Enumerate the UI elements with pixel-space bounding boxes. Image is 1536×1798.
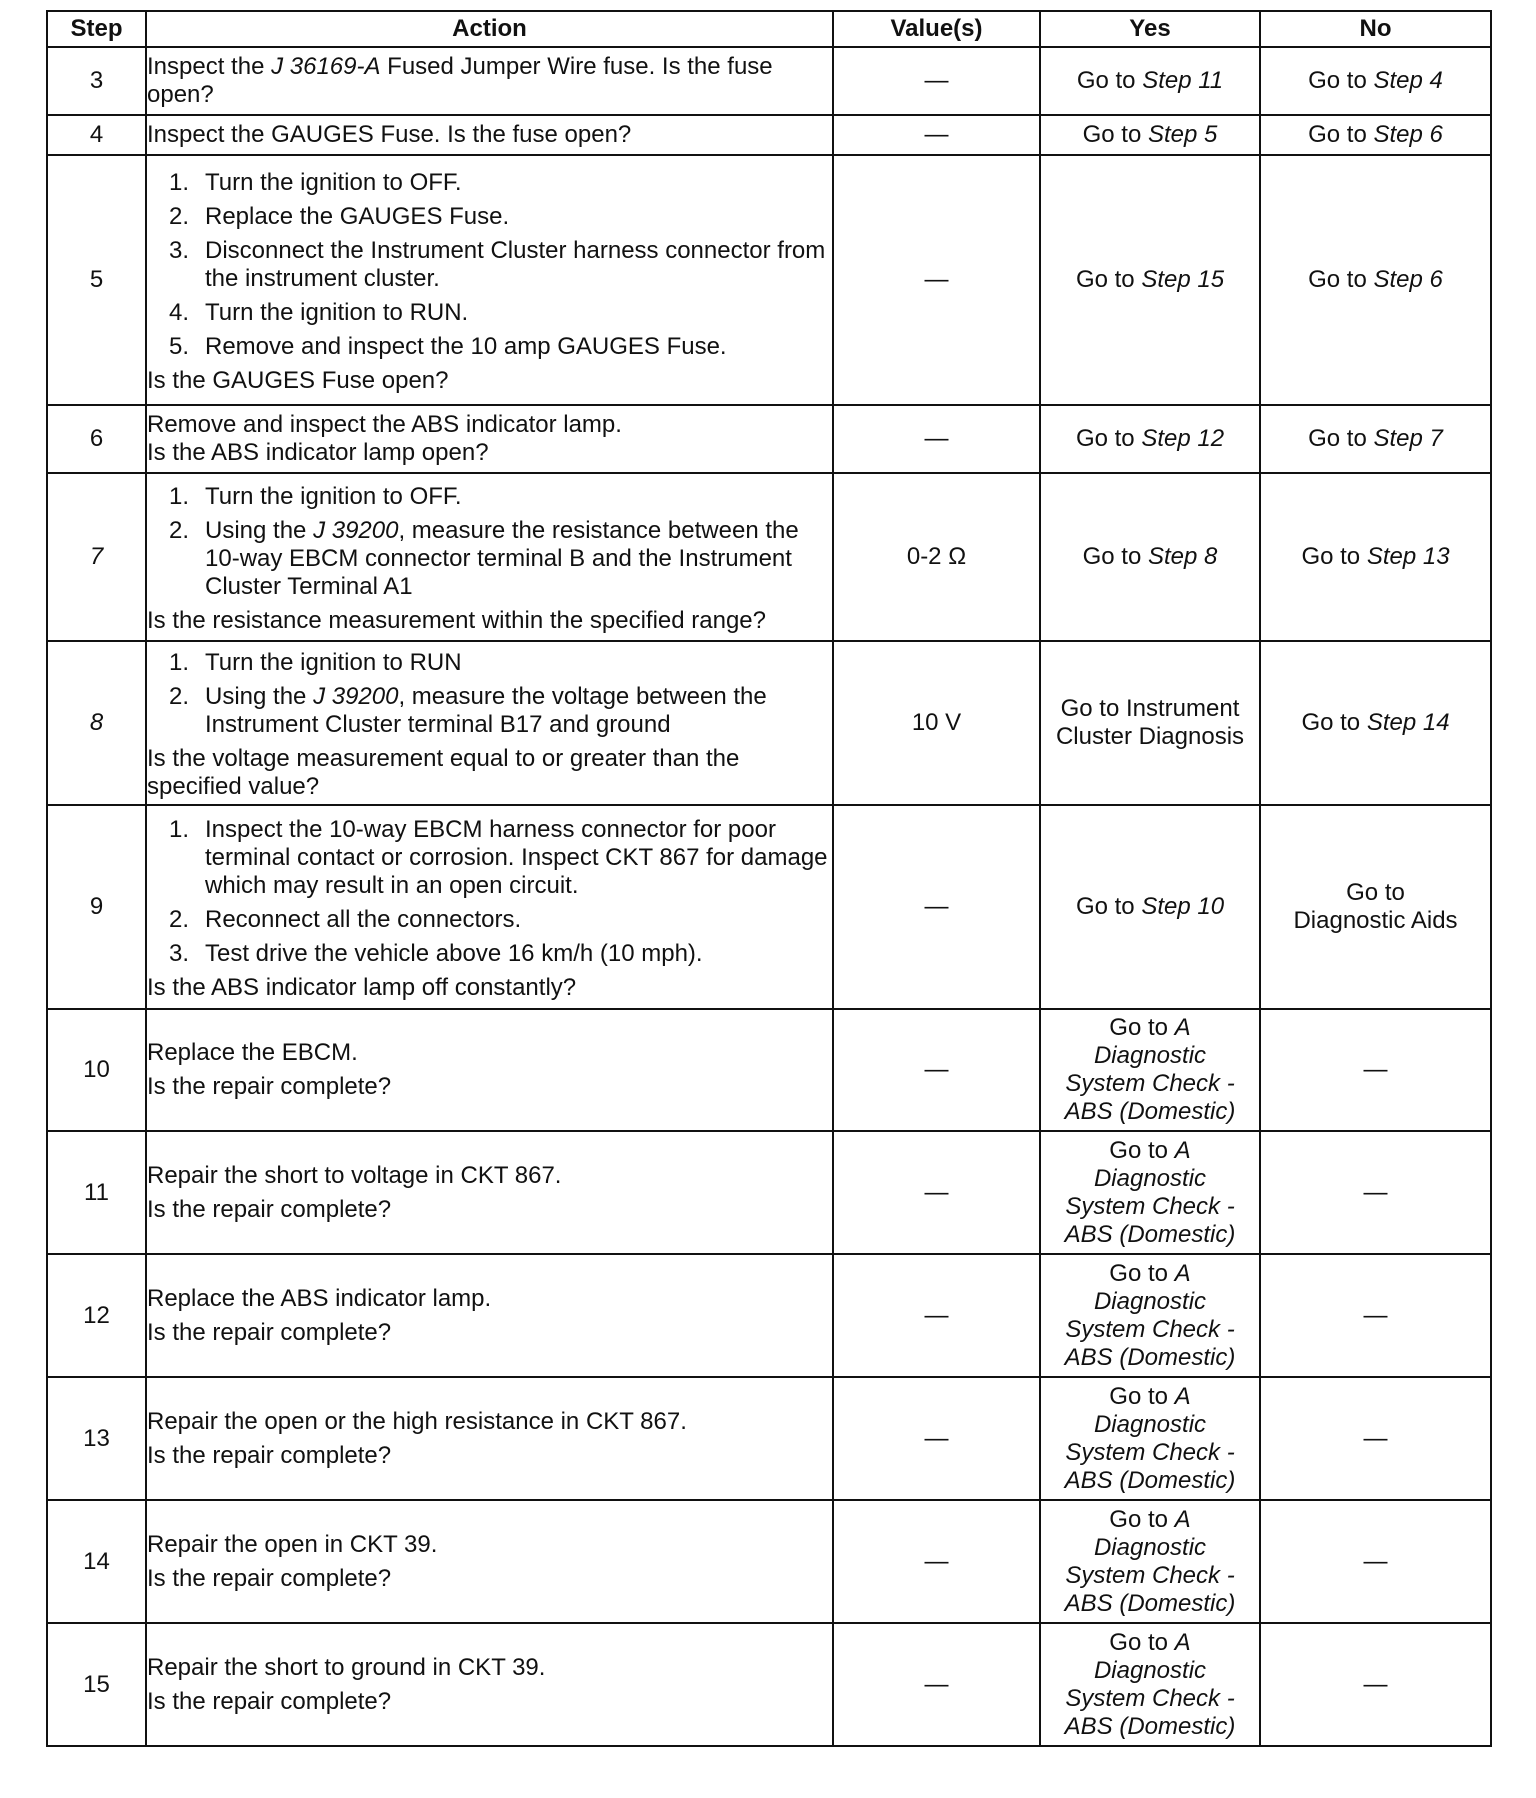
no-cell: Go to Step 14	[1260, 641, 1491, 805]
no-cell: Go to Diagnostic Aids	[1260, 805, 1491, 1009]
action-cell: Remove and inspect the ABS indicator lamp. Is the ABS indicator lamp open?	[146, 405, 833, 473]
table-row	[47, 1623, 1491, 1746]
table-row	[47, 1009, 1491, 1131]
table-row	[47, 1377, 1491, 1500]
yes-cell: Go to A Diagnostic System Check - ABS (Domestic)	[1040, 1131, 1260, 1254]
table-row	[47, 155, 1491, 405]
list-item: 2. Reconnect all the connectors.	[169, 906, 522, 933]
value-cell: —	[833, 1254, 1040, 1377]
action-cell: Inspect the J 36169-A Fused Jumper Wire fuse. Is the fuse open?	[146, 47, 833, 115]
question-text: Is the ABS indicator lamp off constantly?	[147, 974, 577, 1001]
step-number: 4	[47, 115, 146, 155]
list-item: 1. Turn the ignition to OFF.	[169, 483, 462, 510]
action-cell: Repair the short to voltage in CKT 867. Is the repair complete?	[146, 1131, 833, 1254]
no-cell: —	[1260, 1623, 1491, 1746]
no-cell: Go to Step 4	[1260, 47, 1491, 115]
header-action: Action	[146, 11, 833, 47]
action-cell: Replace the ABS indicator lamp. Is the repair complete?	[146, 1254, 833, 1377]
yes-cell: Go to A Diagnostic System Check - ABS (Domestic)	[1040, 1500, 1260, 1623]
table-row	[47, 473, 1491, 641]
procedure-list	[147, 816, 832, 968]
list-item: 4. Turn the ignition to RUN.	[169, 299, 469, 326]
yes-cell: Go to Instrument Cluster Diagnosis	[1040, 641, 1260, 805]
header-row	[47, 11, 1491, 47]
action-cell	[146, 155, 833, 405]
yes-cell: Go to A Diagnostic System Check - ABS (Domestic)	[1040, 1377, 1260, 1500]
step-number: 5	[47, 155, 146, 405]
no-cell: Go to Step 13	[1260, 473, 1491, 641]
question-text: Is the GAUGES Fuse open?	[147, 367, 449, 394]
action-cell	[146, 641, 833, 805]
action-cell: Repair the short to ground in CKT 39. Is the repair complete?	[146, 1623, 833, 1746]
no-cell: —	[1260, 1254, 1491, 1377]
action-cell: Inspect the GAUGES Fuse. Is the fuse open?	[146, 115, 833, 155]
step-number: 6	[47, 405, 146, 473]
table-row	[47, 805, 1491, 1009]
question-text: Is the resistance measurement within the specified range?	[147, 607, 766, 634]
value-cell: —	[833, 47, 1040, 115]
header-step: Step	[47, 11, 146, 47]
table-row	[47, 47, 1491, 115]
diagnostic-table	[46, 10, 1492, 1747]
value-cell: —	[833, 155, 1040, 405]
no-cell: Go to Step 6	[1260, 155, 1491, 405]
yes-cell: Go to Step 11	[1040, 47, 1260, 115]
table-row	[47, 1254, 1491, 1377]
value-cell: —	[833, 1009, 1040, 1131]
no-cell: —	[1260, 1131, 1491, 1254]
action-cell: Repair the open in CKT 39. Is the repair complete?	[146, 1500, 833, 1623]
yes-cell: Go to A Diagnostic System Check - ABS (Domestic)	[1040, 1623, 1260, 1746]
step-number: 11	[47, 1131, 146, 1254]
step-number: 7	[47, 473, 146, 641]
yes-cell: Go to Step 12	[1040, 405, 1260, 473]
value-cell: 0-2 Ω	[833, 473, 1040, 641]
no-cell: Go to Step 6	[1260, 115, 1491, 155]
value-cell: —	[833, 1623, 1040, 1746]
table-row	[47, 641, 1491, 805]
no-cell: —	[1260, 1377, 1491, 1500]
value-cell: —	[833, 115, 1040, 155]
no-cell: Go to Step 7	[1260, 405, 1491, 473]
value-cell: —	[833, 1377, 1040, 1500]
table-row	[47, 405, 1491, 473]
procedure-list	[147, 169, 832, 361]
list-item: 3. Test drive the vehicle above 16 km/h (10 mph).	[169, 940, 703, 967]
value-cell: 10 V	[833, 641, 1040, 805]
step-number: 3	[47, 47, 146, 115]
value-cell: —	[833, 1500, 1040, 1623]
procedure-list	[147, 483, 832, 601]
list-item: 1. Turn the ignition to RUN	[169, 649, 462, 676]
question-text: Is the voltage measurement equal to or greater than the specified value?	[147, 745, 740, 800]
table-row	[47, 1131, 1491, 1254]
yes-cell: Go to Step 5	[1040, 115, 1260, 155]
action-cell	[146, 805, 833, 1009]
list-item: 1. Turn the ignition to OFF.	[169, 169, 462, 196]
no-cell: —	[1260, 1009, 1491, 1131]
yes-cell: Go to Step 8	[1040, 473, 1260, 641]
step-number: 15	[47, 1623, 146, 1746]
step-number: 13	[47, 1377, 146, 1500]
header-yes: Yes	[1040, 11, 1260, 47]
list-item: 2. Using the J 39200, measure the resistance between the 10-way EBCM connector terminal B and the Instrument Cluster Terminal A1	[169, 517, 799, 600]
list-item: 2. Using the J 39200, measure the voltage between the Instrument Cluster terminal B17 and ground	[169, 683, 767, 738]
header-no: No	[1260, 11, 1491, 47]
list-item: 2. Replace the GAUGES Fuse.	[169, 203, 510, 230]
yes-cell: Go to Step 15	[1040, 155, 1260, 405]
step-number: 12	[47, 1254, 146, 1377]
action-cell: Repair the open or the high resistance in CKT 867. Is the repair complete?	[146, 1377, 833, 1500]
list-item: 1. Inspect the 10-way EBCM harness connector for poor terminal contact or corrosion. Inspect CKT 867 for damage which may result in an open circuit.	[169, 816, 828, 899]
yes-cell: Go to A Diagnostic System Check - ABS (Domestic)	[1040, 1254, 1260, 1377]
no-cell: —	[1260, 1500, 1491, 1623]
yes-cell: Go to Step 10	[1040, 805, 1260, 1009]
action-cell	[146, 473, 833, 641]
value-cell: —	[833, 805, 1040, 1009]
step-number: 10	[47, 1009, 146, 1131]
list-item: 5. Remove and inspect the 10 amp GAUGES Fuse.	[169, 333, 727, 360]
action-cell: Replace the EBCM. Is the repair complete?	[146, 1009, 833, 1131]
yes-cell: Go to A Diagnostic System Check - ABS (Domestic)	[1040, 1009, 1260, 1131]
procedure-list	[147, 649, 832, 739]
step-number: 14	[47, 1500, 146, 1623]
list-item: 3. Disconnect the Instrument Cluster harness connector from the instrument cluster.	[169, 237, 826, 292]
value-cell: —	[833, 405, 1040, 473]
step-number: 8	[47, 641, 146, 805]
value-cell: —	[833, 1131, 1040, 1254]
table-row	[47, 1500, 1491, 1623]
step-number: 9	[47, 805, 146, 1009]
table-row	[47, 115, 1491, 155]
header-values: Value(s)	[833, 11, 1040, 47]
